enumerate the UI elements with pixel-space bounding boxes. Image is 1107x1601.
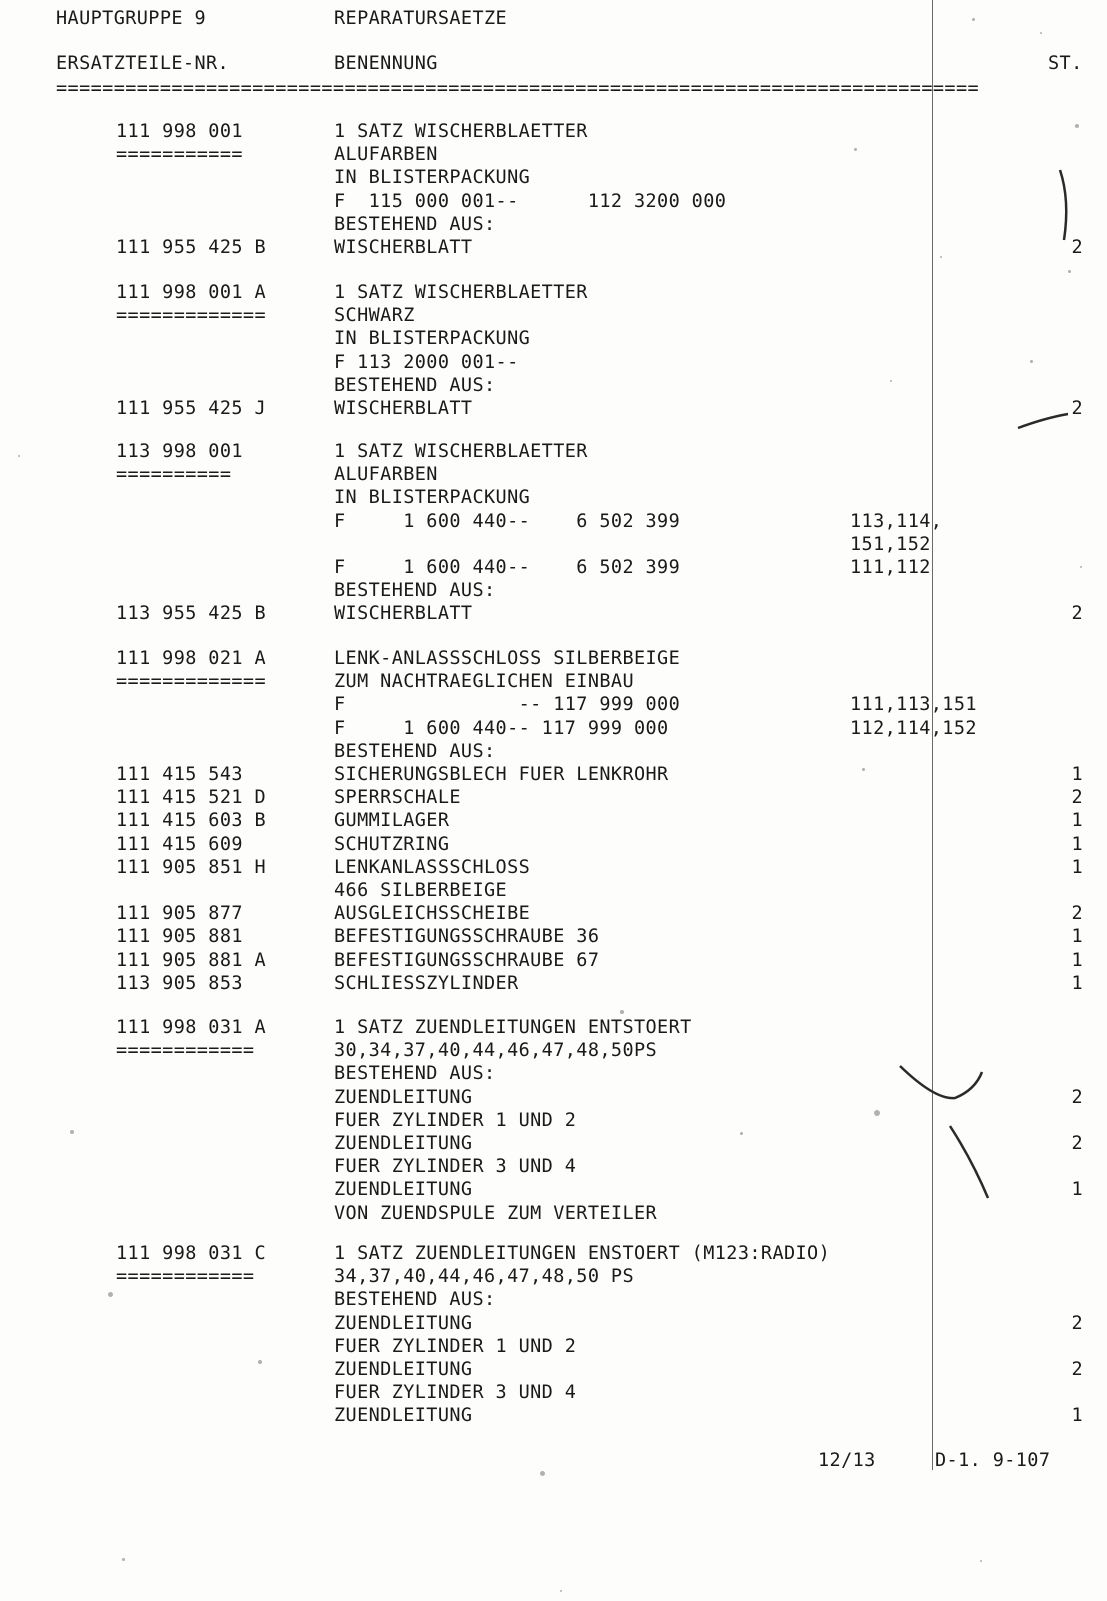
part-description: AUSGLEICHSSCHEIBE — [334, 903, 531, 925]
part-description: ZUENDLEITUNG — [334, 1133, 473, 1154]
part-description: ZUENDLEITUNG — [334, 1179, 473, 1201]
set-description-line: 1 SATZ ZUENDLEITUNGEN ENSTOERT (M123:RADIO) — [334, 1243, 831, 1264]
model-reference: 151,152 — [850, 533, 931, 555]
part-description: LENKANLASSSCHLOSS — [334, 856, 531, 878]
set-description-line: F 1 600 440-- 6 502 399 — [334, 510, 681, 532]
part-description: FUER ZYLINDER 3 UND 4 — [334, 1156, 577, 1178]
set-description-line: 30,34,37,40,44,46,47,48,50PS — [334, 1040, 658, 1062]
model-reference: 111,113,151 — [850, 694, 977, 716]
part-description: ZUENDLEITUNG — [334, 1312, 473, 1334]
set-number-underline: ============ — [116, 1266, 255, 1288]
set-description-line: F -- 117 999 000 — [334, 694, 681, 716]
set-number-underline: ============= — [116, 305, 266, 327]
set-description-line: IN BLISTERPACKUNG — [334, 487, 531, 509]
part-description: GUMMILAGER — [334, 810, 450, 832]
part-number: 111 905 851 H — [116, 856, 266, 878]
column-header-description: BENENNUNG — [334, 53, 438, 74]
part-number: 111 905 877 — [116, 903, 243, 925]
column-header-quantity: ST. — [1048, 53, 1083, 74]
set-description-line: F 115 000 001-- 112 3200 000 — [334, 190, 727, 212]
model-reference: 111,112 — [850, 557, 931, 578]
set-description-line: SCHWARZ — [334, 305, 415, 327]
part-quantity: 2 — [1071, 903, 1083, 925]
part-number: 111 905 881 — [116, 926, 243, 948]
part-description: FUER ZYLINDER 1 UND 2 — [334, 1335, 577, 1357]
part-quantity: 2 — [1071, 1312, 1083, 1334]
part-description: SCHLIESSZYLINDER — [334, 972, 519, 994]
set-description-line: ZUM NACHTRAEGLICHEN EINBAU — [334, 671, 634, 693]
set-number-underline: ============ — [116, 1040, 255, 1062]
part-description: ZUENDLEITUNG — [334, 1405, 473, 1427]
set-number-underline: =========== — [116, 144, 243, 166]
part-number: 111 955 425 B — [116, 237, 266, 258]
set-part-number: 111 998 001 — [116, 121, 243, 142]
part-description: SPERRSCHALE — [334, 787, 461, 809]
set-description-line: 34,37,40,44,46,47,48,50 PS — [334, 1266, 634, 1288]
set-part-number: 111 998 001 A — [116, 282, 266, 303]
part-description: SCHUTZRING — [334, 833, 450, 855]
part-description: BEFESTIGUNGSSCHRAUBE 67 — [334, 949, 600, 971]
part-number: 111 415 543 — [116, 764, 243, 785]
set-description-line: 1 SATZ WISCHERBLAETTER — [334, 121, 588, 142]
part-number: 111 415 521 D — [116, 787, 266, 809]
set-description-line: BESTEHEND AUS: — [334, 1063, 496, 1085]
set-description-line: BESTEHEND AUS: — [334, 580, 496, 602]
part-description: 466 SILBERBEIGE — [334, 880, 508, 901]
set-number-underline: ============= — [116, 671, 266, 693]
part-description: WISCHERBLATT — [334, 398, 473, 419]
set-part-number: 113 998 001 — [116, 441, 243, 462]
set-description-line: IN BLISTERPACKUNG — [334, 328, 531, 350]
set-description-line: 1 SATZ WISCHERBLAETTER — [334, 282, 588, 303]
set-part-number: 111 998 031 C — [116, 1243, 266, 1264]
set-description-line: LENK-ANLASSSCHLOSS SILBERBEIGE — [334, 648, 681, 669]
part-number: 113 905 853 — [116, 972, 243, 994]
part-description: VON ZUENDSPULE ZUM VERTEILER — [334, 1202, 658, 1224]
set-description-line: ALUFARBEN — [334, 464, 438, 486]
part-quantity: 2 — [1071, 398, 1083, 419]
part-quantity: 2 — [1071, 1359, 1083, 1380]
part-description: SICHERUNGSBLECH FUER LENKROHR — [334, 764, 669, 785]
part-description: ZUENDLEITUNG — [334, 1086, 473, 1108]
part-description: FUER ZYLINDER 1 UND 2 — [334, 1109, 577, 1131]
header-separator: ================================================================================ — [56, 78, 980, 99]
set-part-number: 111 998 031 A — [116, 1017, 266, 1038]
scratch-mark — [1018, 414, 1068, 428]
part-quantity: 1 — [1071, 810, 1083, 832]
model-reference: 112,114,152 — [850, 717, 977, 739]
set-description-line: ALUFARBEN — [334, 144, 438, 166]
document-code: D-1. 9-107 — [935, 1450, 1051, 1471]
part-description: WISCHERBLATT — [334, 603, 473, 625]
part-quantity: 1 — [1071, 1179, 1083, 1201]
set-part-number: 111 998 021 A — [116, 648, 266, 669]
part-number: 111 415 609 — [116, 833, 243, 855]
part-number: 111 415 603 B — [116, 810, 266, 832]
part-number: 111 905 881 A — [116, 949, 266, 971]
group-heading: HAUPTGRUPPE 9 — [56, 8, 206, 29]
set-description-line: F 1 600 440-- 6 502 399 — [334, 557, 681, 578]
scratch-mark — [900, 1066, 982, 1098]
part-quantity: 1 — [1071, 764, 1083, 785]
set-description-line: BESTEHEND AUS: — [334, 374, 496, 396]
part-quantity: 2 — [1071, 603, 1083, 625]
part-description: ZUENDLEITUNG — [334, 1359, 473, 1380]
part-description: BEFESTIGUNGSSCHRAUBE 36 — [334, 926, 600, 948]
part-quantity: 1 — [1071, 949, 1083, 971]
part-number: 113 955 425 B — [116, 603, 266, 625]
set-description-line: 1 SATZ ZUENDLEITUNGEN ENTSTOERT — [334, 1017, 692, 1038]
part-quantity: 2 — [1071, 1133, 1083, 1154]
scratch-mark — [950, 1126, 988, 1198]
part-description: FUER ZYLINDER 3 UND 4 — [334, 1382, 577, 1404]
set-number-underline: ========== — [116, 464, 232, 486]
set-description-line: 1 SATZ WISCHERBLAETTER — [334, 441, 588, 462]
page-number: 12/13 — [818, 1450, 876, 1471]
part-description: WISCHERBLATT — [334, 237, 473, 258]
part-quantity: 2 — [1071, 1086, 1083, 1108]
model-reference: 113,114, — [850, 510, 943, 532]
set-description-line: F 113 2000 001-- — [334, 351, 519, 373]
part-quantity: 1 — [1071, 833, 1083, 855]
set-description-line: F 1 600 440-- 117 999 000 — [334, 717, 669, 739]
part-quantity: 2 — [1071, 787, 1083, 809]
part-quantity: 1 — [1071, 926, 1083, 948]
part-quantity: 1 — [1071, 856, 1083, 878]
part-quantity: 1 — [1071, 972, 1083, 994]
set-description-line: BESTEHEND AUS: — [334, 1289, 496, 1311]
part-number: 111 955 425 J — [116, 398, 266, 419]
column-header-part-number: ERSATZTEILE-NR. — [56, 53, 230, 74]
part-quantity: 2 — [1071, 237, 1083, 258]
set-description-line: IN BLISTERPACKUNG — [334, 167, 531, 189]
set-description-line: BESTEHEND AUS: — [334, 213, 496, 235]
scratch-mark — [1060, 170, 1066, 240]
set-description-line: BESTEHEND AUS: — [334, 740, 496, 762]
part-quantity: 1 — [1071, 1405, 1083, 1427]
group-title: REPARATURSAETZE — [334, 8, 508, 29]
